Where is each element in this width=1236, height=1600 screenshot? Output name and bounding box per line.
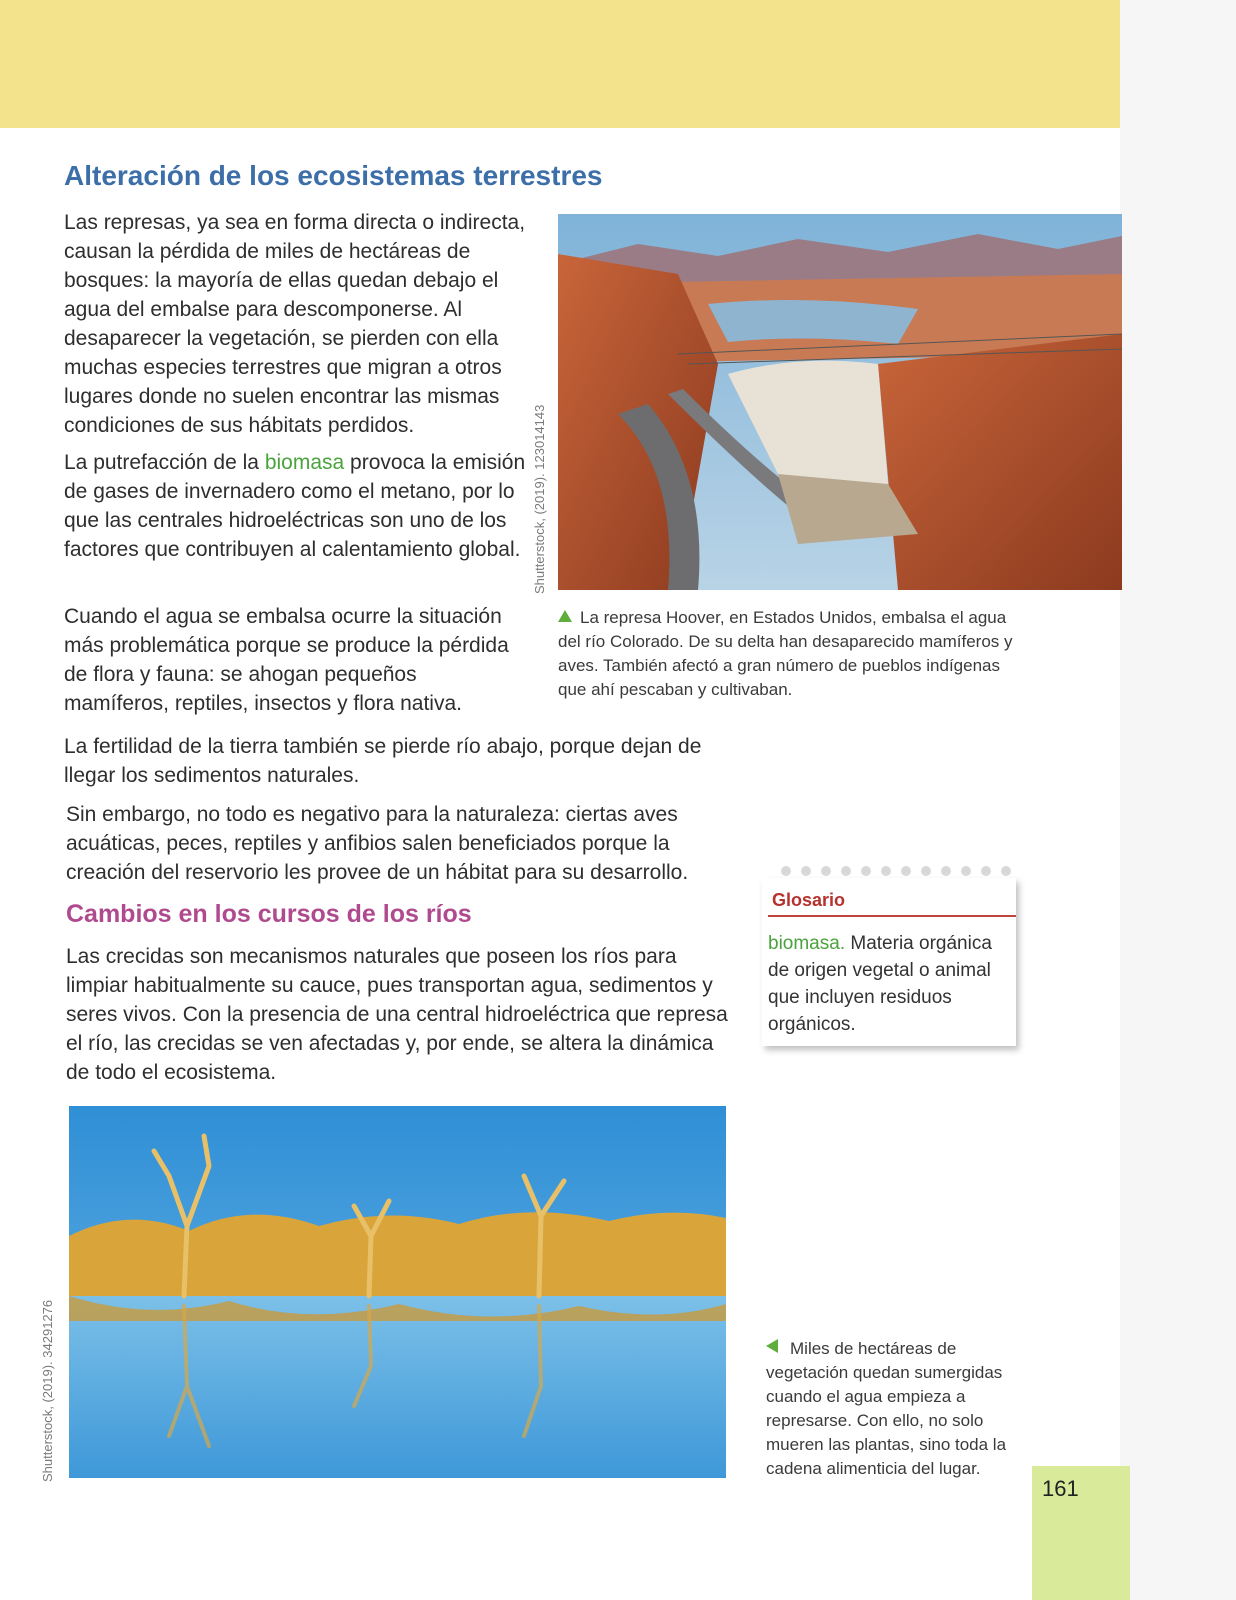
photo-credit-dam: Shutterstock, (2019). 123014143 [532,404,547,594]
section-heading-terrestrial: Alteración de los ecosistemas terrestres [64,160,603,191]
glossary-term: biomasa. [768,933,846,954]
caption-dam-text: La represa Hoover, en Estados Unidos, embalsa el agua del río Colorado. De su delta han desaparecido mamíferos y aves. También afectó a gran número de pueblos indígenas que ahí pescaban y cultivaban. [558,608,1013,699]
caption-trees [766,1337,1024,1481]
header-band [0,0,1120,128]
glossary-binder-rings [776,864,1016,878]
photo-credit-trees: Shutterstock, (2019). 34291276 [40,1299,55,1482]
glossary-term-link[interactable]: biomasa [264,451,345,474]
paragraph-biomass [64,448,526,564]
glossary-entry [768,930,1008,1038]
paragraph-floods: Las crecidas son mecanismos naturales que poseen los ríos para limpiar habitualmente su cauce, pues transportan agua, sedimentos y seres vivos. Con la presencia de una central hidroeléctrica que represa el río, las crecidas se ven afectadas y, por ende, se altera la dinámica de todo el ecosistema. [66,945,728,1084]
page-edge [1120,0,1236,1600]
glossary-divider [768,915,1016,917]
triangle-up-icon [558,610,572,622]
paragraph-flooding: Cuando el agua se embalsa ocurre la situación más problemática porque se produce la pérdida de flora y fauna: se ahogan pequeños mamíferos, reptiles, insectos y flora nativa. [64,605,509,715]
page-number: 161 [1042,1476,1079,1501]
paragraph-dams: Las represas, ya sea en forma directa o indirecta, causan la pérdida de miles de hectáreas de bosques: la mayoría de ellas quedan debajo el agua del embalse para descomponerse. Al desaparecer la vegetación, se pierden con ella muchas especies terrestres que migran a otros lugares donde no suelen encontrar las mismas condiciones de sus hábitats perdidos. [64,211,526,437]
caption-trees-text: Miles de hectáreas de vegetación quedan sumergidas cuando el agua empieza a represarse. Con ello, no solo mueren las plantas, sino toda la cadena alimenticia del lugar. [766,1339,1007,1478]
section-heading-rivers: Cambios en los cursos de los ríos [66,900,472,928]
caption-dam [558,606,1018,702]
glossary-box [762,878,1016,1046]
paragraph-benefits: Sin embargo, no todo es negativo para la naturaleza: ciertas aves acuáticas, peces, reptiles y anfibios salen beneficiados porque la creación del reservorio les provee de un hábitat para su desarrollo. [66,803,689,884]
submerged-trees-photo [69,1106,726,1478]
paragraph-biomass-end: provoca la emisión de gases de invernadero como el metano, por lo que las centrales hidroeléctricas son uno de los factores que contribuyen al calentamiento global. [64,451,526,561]
hoover-dam-photo [558,214,1122,590]
glossary-title: Glosario [772,890,846,910]
glossary-definition: Materia orgánica de origen vegetal o animal que incluyen residuos orgánicos. [768,933,992,1035]
paragraph-biomass-start: La putrefacción de la [64,451,265,474]
triangle-left-icon [766,1339,778,1353]
paragraph-fertility: La fertilidad de la tierra también se pierde río abajo, porque dejan de llegar los sedimentos naturales. [64,735,702,787]
